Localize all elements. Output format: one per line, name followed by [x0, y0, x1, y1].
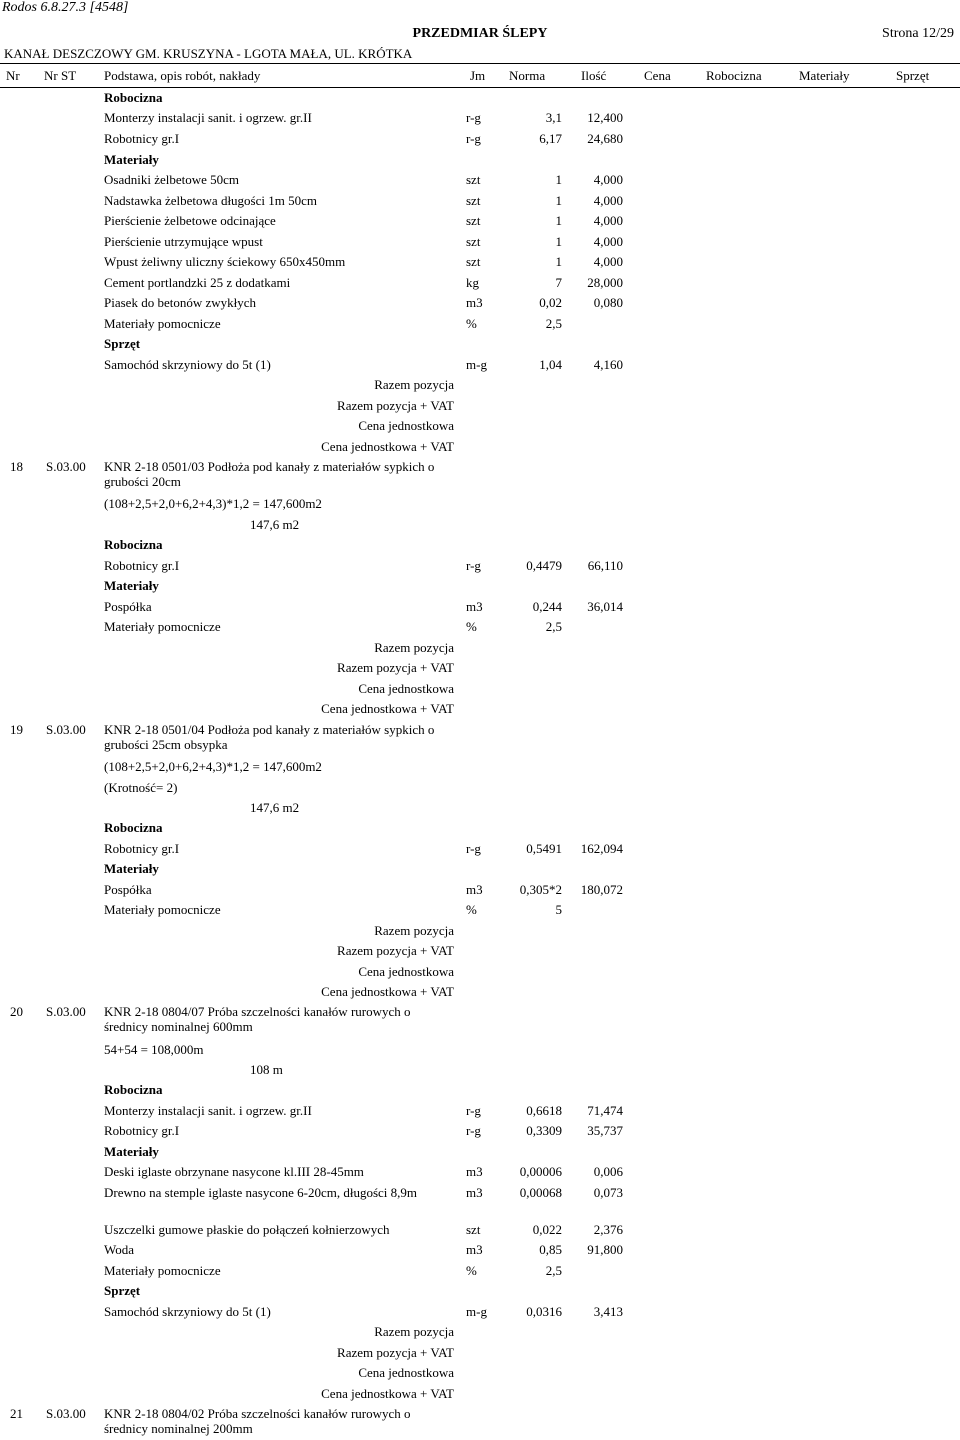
resource-unit: m-g	[466, 357, 487, 372]
calculation-line: (108+2,5+2,0+6,2+4,3)*1,2 = 147,600m2	[104, 496, 322, 511]
resource-name: Materiały pomocnicze	[104, 619, 221, 634]
column-header: Robocizna	[706, 68, 762, 83]
resource-unit: %	[466, 1263, 477, 1278]
column-header: Cena	[644, 68, 671, 83]
position-description: KNR 2-18 0501/03 Podłoża pod kanały z materiałów sypkich o grubości 20cm	[104, 459, 435, 489]
summary-label: Razem pozycja + VAT	[337, 398, 454, 413]
position-spec: S.03.00	[46, 1004, 86, 1019]
resource-quantity: 66,110	[587, 558, 623, 573]
resource-name: Piasek do betonów zwykłych	[104, 295, 257, 310]
resource-quantity: 4,000	[593, 254, 623, 269]
resource-quantity: 4,000	[593, 213, 623, 228]
resource-name: Robotnicy gr.I	[104, 558, 180, 573]
position-number: 18	[10, 459, 23, 474]
column-header: Nr ST	[44, 68, 77, 83]
resource-quantity: 36,014	[587, 599, 623, 614]
summary-label: Razem pozycja	[374, 377, 454, 392]
resource-name: Cement portlandzki 25 z dodatkami	[104, 275, 291, 290]
column-header: Jm	[470, 68, 486, 83]
section-label: Sprzęt	[104, 1283, 141, 1298]
resource-norm: 0,6618	[526, 1103, 562, 1118]
resource-unit: r-g	[466, 1103, 481, 1118]
resource-quantity: 12,400	[587, 110, 623, 125]
resource-norm: 1,04	[539, 357, 562, 372]
resource-norm: 0,0316	[526, 1304, 562, 1319]
summary-label: Razem pozycja	[374, 1324, 454, 1339]
summary-label: Razem pozycja + VAT	[337, 1345, 454, 1360]
resource-unit: %	[466, 316, 477, 331]
resource-norm: 0,244	[532, 599, 562, 614]
resource-unit: m3	[466, 1185, 483, 1200]
summary-label: Razem pozycja + VAT	[337, 660, 454, 675]
section-label: Robocizna	[104, 90, 163, 105]
section-label: Sprzęt	[104, 336, 141, 351]
resource-quantity: 71,474	[587, 1103, 623, 1118]
resource-name: Materiały pomocnicze	[104, 1263, 221, 1278]
resource-unit: r-g	[466, 131, 481, 146]
calculation-line: (Krotność= 2)	[104, 780, 178, 795]
section-label: Robocizna	[104, 820, 163, 835]
resource-quantity: 24,680	[587, 131, 623, 146]
resource-unit: kg	[466, 275, 479, 290]
resource-norm: 6,17	[539, 131, 562, 146]
column-header: Norma	[509, 68, 546, 83]
position-number: 19	[10, 722, 23, 737]
resource-name: Monterzy instalacji sanit. i ogrzew. gr.II	[104, 1103, 312, 1118]
position-number: 20	[10, 1004, 23, 1019]
summary-label: Razem pozycja	[374, 640, 454, 655]
resource-unit: szt	[466, 213, 481, 228]
resource-unit: %	[466, 619, 477, 634]
section-label: Materiały	[104, 1144, 159, 1159]
document-title: PRZEDMIAR ŚLEPY	[412, 26, 548, 41]
resource-name: Uszczelki gumowe płaskie do połączeń kołnierzowych	[104, 1222, 390, 1237]
resource-unit: %	[466, 902, 477, 917]
resource-norm: 0,305*2	[519, 882, 562, 897]
resource-unit: m3	[466, 599, 483, 614]
position-description: KNR 2-18 0804/02 Próba szczelności kanałów rurowych o średnicy nominalnej 200mm	[104, 1406, 411, 1436]
resource-norm: 1	[555, 254, 562, 269]
resource-norm: 7	[555, 275, 562, 290]
position-spec: S.03.00	[46, 459, 86, 474]
calculation-line: 54+54 = 108,000m	[104, 1042, 204, 1057]
calculation-line: (108+2,5+2,0+6,2+4,3)*1,2 = 147,600m2	[104, 759, 322, 774]
section-label: Materiały	[104, 152, 159, 167]
resource-norm: 0,4479	[526, 558, 562, 573]
resource-norm: 3,1	[545, 110, 562, 125]
resource-name: Robotnicy gr.I	[104, 131, 180, 146]
resource-quantity: 162,094	[580, 841, 623, 856]
resource-quantity: 2,376	[593, 1222, 623, 1237]
resource-unit: m3	[466, 1164, 483, 1179]
resource-name: Deski iglaste obrzynane nasycone kl.III 28-45mm	[104, 1164, 364, 1179]
position-spec: S.03.00	[46, 1406, 86, 1421]
summary-label: Cena jednostkowa	[358, 964, 454, 979]
resource-name: Robotnicy gr.I	[104, 1123, 180, 1138]
resource-norm: 0,00068	[519, 1185, 562, 1200]
resource-unit: szt	[466, 1222, 481, 1237]
resource-quantity: 3,413	[593, 1304, 623, 1319]
resource-quantity: 4,160	[593, 357, 623, 372]
resource-name: Pierścienie żelbetowe odcinające	[104, 213, 276, 228]
resource-norm: 2,5	[545, 619, 562, 634]
resource-name: Materiały pomocnicze	[104, 902, 221, 917]
resource-name: Nadstawka żelbetowa długości 1m 50cm	[104, 193, 317, 208]
header-top-rule	[0, 63, 960, 64]
resource-name: Samochód skrzyniowy do 5t (1)	[104, 1304, 271, 1319]
resource-unit: szt	[466, 254, 481, 269]
resource-unit: szt	[466, 193, 481, 208]
resource-quantity: 28,000	[587, 275, 623, 290]
resource-norm: 0,022	[532, 1222, 562, 1237]
resource-norm: 2,5	[545, 1263, 562, 1278]
resource-name: Materiały pomocnicze	[104, 316, 221, 331]
summary-label: Razem pozycja + VAT	[337, 943, 454, 958]
resource-quantity: 35,737	[587, 1123, 623, 1138]
resource-quantity: 0,006	[593, 1164, 623, 1179]
summary-label: Cena jednostkowa	[358, 1365, 454, 1380]
resource-name: Monterzy instalacji sanit. i ogrzew. gr.II	[104, 110, 312, 125]
header-bottom-rule	[0, 87, 960, 88]
resource-norm: 1	[555, 213, 562, 228]
column-header: Materiały	[799, 68, 850, 83]
resource-unit: m3	[466, 295, 483, 310]
resource-unit: szt	[466, 172, 481, 187]
resource-name: Woda	[104, 1242, 134, 1257]
resource-norm: 1	[555, 193, 562, 208]
resource-name: Robotnicy gr.I	[104, 841, 180, 856]
resource-name: Osadniki żelbetowe 50cm	[104, 172, 240, 187]
resource-name: Wpust żeliwny uliczny ściekowy 650x450mm	[104, 254, 346, 269]
resource-unit: r-g	[466, 841, 481, 856]
section-label: Robocizna	[104, 1082, 163, 1097]
summary-label: Cena jednostkowa	[358, 681, 454, 696]
resource-quantity: 0,073	[593, 1185, 623, 1200]
resource-unit: m3	[466, 1242, 483, 1257]
resource-unit: m3	[466, 882, 483, 897]
page-number: Strona 12/29	[882, 26, 954, 41]
resource-name: Drewno na stemple iglaste nasycone 6-20cm, długości 8,9m	[104, 1185, 418, 1200]
column-header: Nr	[6, 68, 20, 83]
column-header: Sprzęt	[896, 68, 930, 83]
section-label: Materiały	[104, 578, 159, 593]
app-title: Rodos 6.8.27.3 [4548]	[2, 0, 129, 15]
resource-unit: szt	[466, 234, 481, 249]
section-label: Robocizna	[104, 537, 163, 552]
summary-label: Cena jednostkowa	[358, 418, 454, 433]
resource-norm: 0,5491	[526, 841, 562, 856]
resource-norm: 2,5	[545, 316, 562, 331]
resource-name: Samochód skrzyniowy do 5t (1)	[104, 357, 271, 372]
position-quantity: 147,6 m2	[250, 800, 300, 815]
resource-unit: r-g	[466, 558, 481, 573]
summary-label: Cena jednostkowa + VAT	[321, 984, 454, 999]
resource-name: Pospółka	[104, 882, 152, 897]
resource-unit: r-g	[466, 110, 481, 125]
resource-norm: 1	[555, 234, 562, 249]
resource-norm: 0,02	[539, 295, 562, 310]
resource-norm: 0,3309	[526, 1123, 562, 1138]
position-spec: S.03.00	[46, 722, 86, 737]
section-label: Materiały	[104, 861, 159, 876]
resource-norm: 0,85	[539, 1242, 562, 1257]
resource-quantity: 4,000	[593, 172, 623, 187]
resource-unit: m-g	[466, 1304, 487, 1319]
summary-label: Cena jednostkowa + VAT	[321, 439, 454, 454]
resource-quantity: 0,080	[593, 295, 623, 310]
resource-norm: 0,00006	[519, 1164, 562, 1179]
position-description: KNR 2-18 0501/04 Podłoża pod kanały z materiałów sypkich o grubości 25cm obsypka	[104, 722, 435, 752]
resource-quantity: 4,000	[593, 234, 623, 249]
column-header: Ilość	[581, 68, 607, 83]
summary-label: Razem pozycja	[374, 923, 454, 938]
summary-label: Cena jednostkowa + VAT	[321, 1386, 454, 1401]
resource-quantity: 91,800	[587, 1242, 623, 1257]
position-quantity: 147,6 m2	[250, 517, 300, 532]
project-name: KANAŁ DESZCZOWY GM. KRUSZYNA - LGOTA MAŁA, UL. KRÓTKA	[4, 46, 413, 61]
position-description: KNR 2-18 0804/07 Próba szczelności kanałów rurowych o średnicy nominalnej 600mm	[104, 1004, 411, 1034]
position-number: 21	[10, 1406, 23, 1421]
column-header: Podstawa, opis robót, nakłady	[104, 68, 261, 83]
resource-unit: r-g	[466, 1123, 481, 1138]
resource-name: Pospółka	[104, 599, 152, 614]
summary-label: Cena jednostkowa + VAT	[321, 701, 454, 716]
resource-quantity: 180,072	[580, 882, 623, 897]
position-quantity: 108 m	[250, 1062, 283, 1077]
resource-name: Pierścienie utrzymujące wpust	[104, 234, 263, 249]
resource-quantity: 4,000	[593, 193, 623, 208]
resource-norm: 5	[555, 902, 562, 917]
resource-norm: 1	[555, 172, 562, 187]
